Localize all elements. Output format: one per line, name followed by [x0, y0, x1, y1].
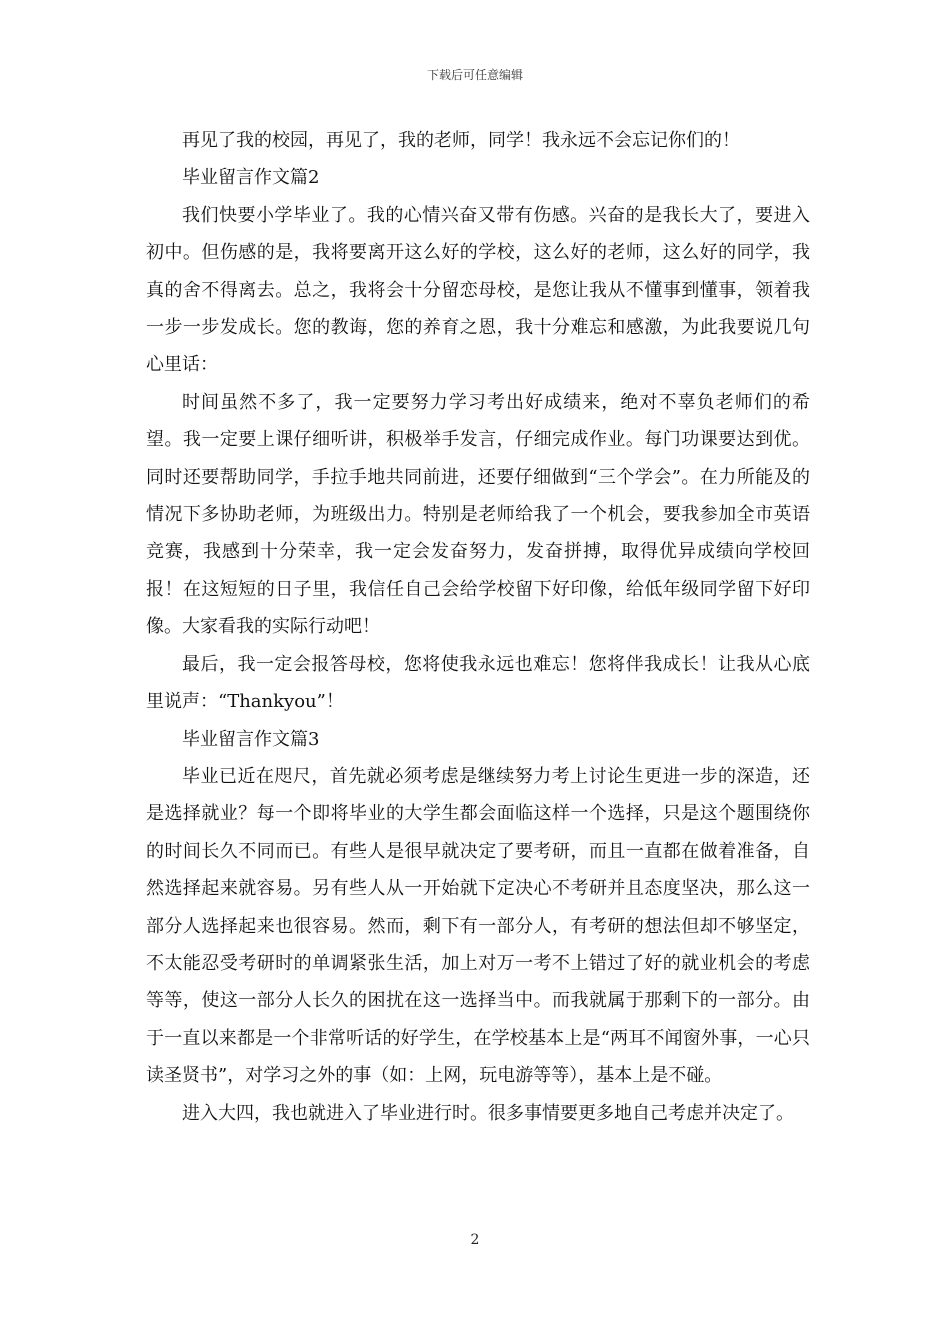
paragraph-career-choice: 毕业已近在咫尺，首先就必须考虑是继续努力考上讨论生更进一步的深造，还是选择就业？每一个即将毕业的大学生都会面临这样一个选择，只是这个题围绕你的时间长久不同而已。有些人是很早就决定了要考研，而且一直都在做着准备，自然选择起来就容易。另有些人从一开始就下定决心不考研并且态度坚决，那么这一部分人选择起来也很容易。然而，剩下有一部分人，有考研的想法但却不够坚定，不太能忍受考研时的单调紧张生活，加上对万一考不上错过了好的就业机会的考虑等等，使这一部分人长久的困扰在这一选择当中。而我就属于那剩下的一部分。由于一直以来都是一个非常听话的好学生，在学校基本上是“两耳不闻窗外事，一心只读圣贤书”，对学习之外的事（如：上网，玩电游等等），基本上是不碰。	[146, 765, 810, 1087]
paragraph-senior-year: 进入大四，我也就进入了毕业进行时。很多事情要更多地自己考虑并决定了。	[182, 1102, 794, 1124]
page-number: 2	[470, 1232, 480, 1248]
document-body	[146, 122, 810, 1132]
paragraph-graduation-feelings: 我们快要小学毕业了。我的心情兴奋又带有伤感。兴奋的是我长大了，要进入初中。但伤感的是，我将要离开这么好的学校，这么好的老师，这么好的同学，我真的舍不得离去。总之，我将会十分留恋母校，是您让我从不懂事到懂事，领着我一步一步发成长。您的教诲，您的养育之恩，我十分难忘和感激，为此我要说几句心里话：	[146, 204, 810, 376]
section-heading-3: 毕业留言作文篇3	[182, 728, 320, 750]
section-heading-2: 毕业留言作文篇2	[182, 167, 320, 189]
paragraph-farewell: 再见了我的校园，再见了，我的老师，同学！我永远不会忘记你们的！	[182, 130, 740, 151]
paragraph-thankyou: 最后，我一定会报答母校，您将使我永远也难忘！您将伴我成长！让我从心底里说声：“Thankyou”！	[146, 653, 810, 713]
download-note: 下载后可任意编辑	[426, 68, 523, 82]
paragraph-study-promise: 时间虽然不多了，我一定要努力学习考出好成绩来，绝对不辜负老师们的希望。我一定要上课仔细听讲，积极举手发言，仔细完成作业。每门功课要达到优。同时还要帮助同学，手拉手地共同前进，还要仔细做到“三个学会”。在力所能及的情况下多协助老师，为班级出力。特别是老师给我了一个机会，要我参加全市英语竞赛，我感到十分荣幸，我一定会发奋努力，发奋拼搏，取得优异成绩向学校回报！在这短短的日子里，我信任自己会给学校留下好印像，给低年级同学留下好印像。大家看我的实际行动吧！	[146, 391, 810, 638]
